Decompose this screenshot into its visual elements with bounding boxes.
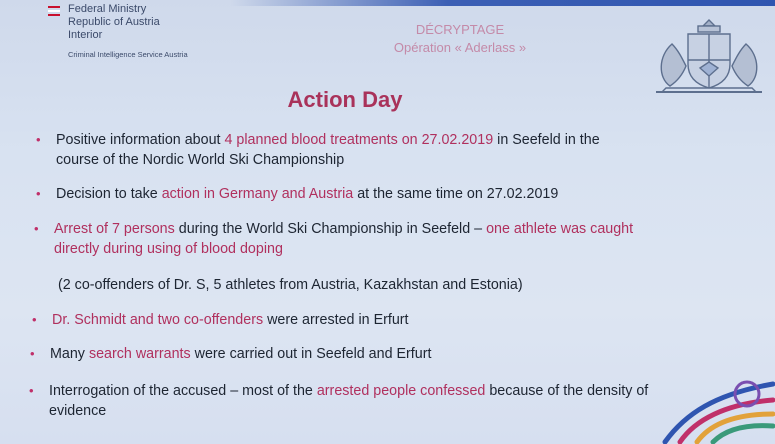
slide-title: Action Day	[287, 87, 403, 112]
plain-text: were arrested in Erfurt	[263, 312, 409, 328]
ministry-subtitle: Criminal Intelligence Service Austria	[68, 50, 188, 59]
bullet-icon: •	[30, 346, 35, 361]
bullet-text	[56, 186, 558, 202]
plain-text: at the same time on 27.02.2019	[353, 186, 559, 202]
bullet-text	[49, 383, 648, 419]
plain-text: were carried out in Seefeld and Erfurt	[190, 346, 432, 362]
plain-text: Decision to take	[56, 186, 162, 202]
bullet-icon: •	[32, 312, 37, 327]
bullet-text	[52, 312, 409, 328]
ministry-line: Republic of Austria	[68, 16, 160, 28]
list-item	[36, 184, 646, 204]
highlight-text: action in Germany and Austria	[161, 186, 354, 202]
highlight-text: Arrest of 7 persons	[54, 221, 175, 237]
bullet-icon: •	[29, 383, 34, 398]
overlay-title: DÉCRYPTAGE	[415, 22, 505, 37]
bullet-text	[50, 346, 431, 362]
bullet-icon: •	[36, 132, 41, 147]
bullet-icon: •	[36, 186, 41, 201]
decorative-swirl	[655, 354, 775, 444]
plain-text: Interrogation of the accused – most of the	[49, 383, 317, 399]
bullet-text	[56, 132, 600, 168]
plain-text: Positive information about	[56, 132, 225, 148]
bullet-text	[54, 221, 633, 257]
ministry-line: Interior	[68, 29, 103, 41]
plain-text: because of the density of evidence	[49, 383, 649, 419]
plain-text: Many	[50, 346, 89, 362]
highlight-text: Dr. Schmidt and two co-offenders	[52, 312, 264, 328]
highlight-text: one athlete was caught directly during using of blood doping	[54, 221, 634, 257]
highlight-text: 4 planned blood treatments on 27.02.2019	[224, 132, 494, 148]
overlay-subtitle: Opération « Aderlass »	[393, 40, 527, 55]
plain-text: during the World Ski Championship in Seefeld –	[174, 221, 487, 237]
ministry-line: Federal Ministry	[68, 3, 147, 15]
list-item	[29, 381, 659, 421]
list-item	[36, 130, 646, 170]
list-item	[30, 344, 640, 364]
list-item	[34, 219, 644, 259]
highlight-text: search warrants	[88, 346, 191, 362]
list-item-note: (2 co-offenders of Dr. S, 5 athletes from Austria, Kazakhstan and Estonia)	[58, 277, 523, 293]
plain-text: in Seefeld in the course of the Nordic World Ski Championship	[56, 132, 600, 168]
bullet-icon: •	[34, 221, 39, 236]
highlight-text: arrested people confessed	[316, 383, 486, 399]
list-item	[32, 310, 642, 330]
